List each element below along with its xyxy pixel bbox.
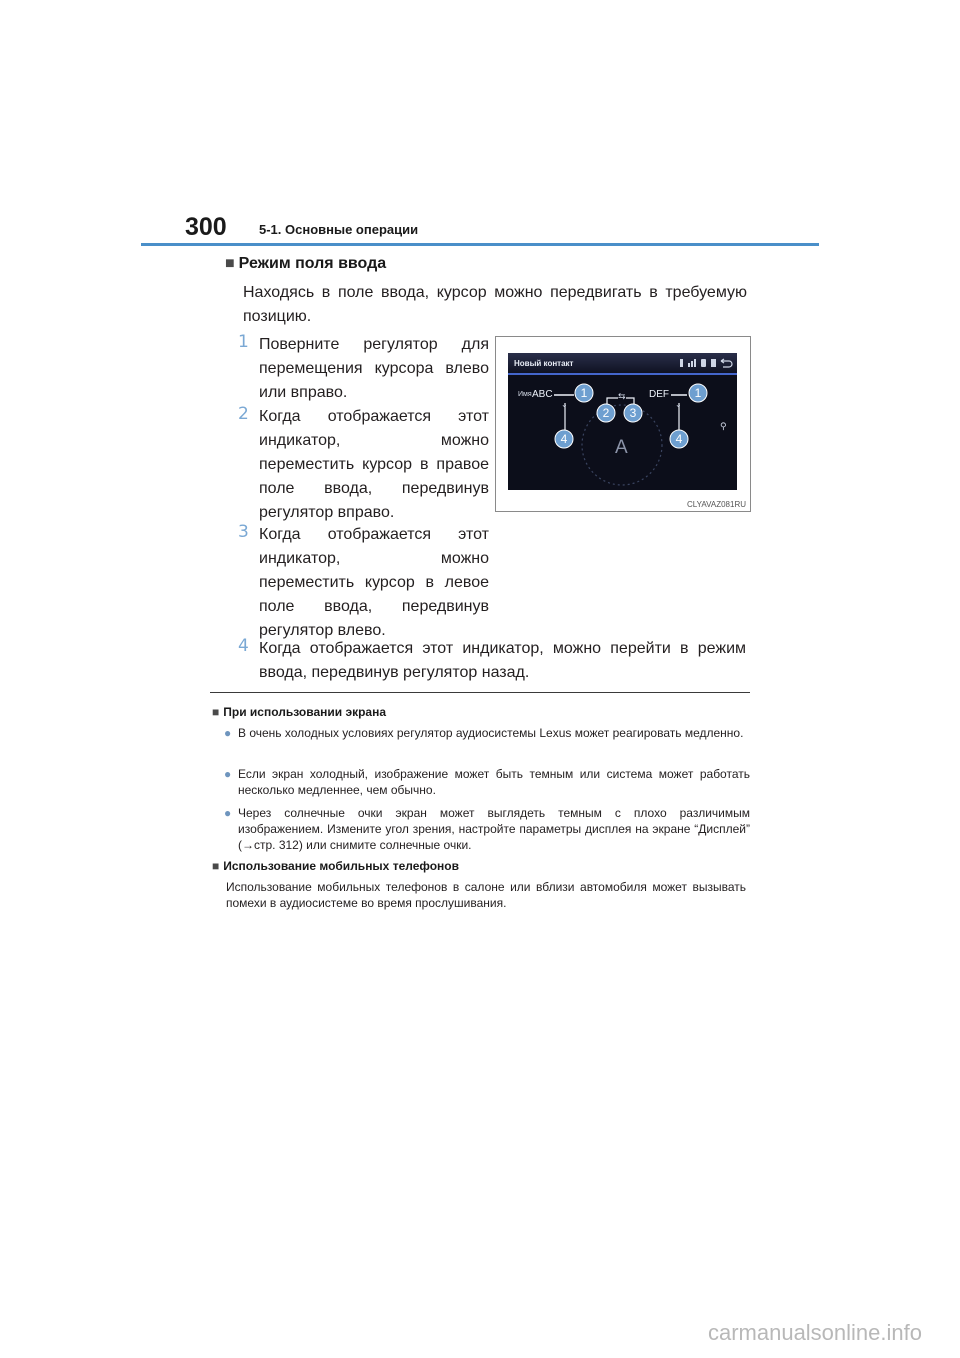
center-character: A: [615, 437, 628, 458]
step-2-text: Когда отображается этот индикатор, можно переместить курсор в правое поле ввода, передвинув регулятор вправо.: [259, 408, 489, 521]
battery-icon: [711, 359, 716, 367]
field-left-value: ABC: [532, 389, 553, 400]
down-arrow-left-icon: ⌄: [561, 400, 568, 409]
figure-input-screen: [495, 336, 751, 512]
notes-heading-mobile-text: Использование мобильных телефонов: [223, 859, 460, 873]
accent-bar: [508, 373, 737, 375]
field-label: Имя: [518, 391, 532, 398]
screen-title: Новый контакт: [514, 359, 574, 368]
callout-1b-label: 1: [694, 386, 702, 400]
section-title: 5-1. Основные операции: [259, 222, 419, 237]
notes-divider: [210, 692, 750, 693]
note-bullet-1-text: В очень холодных условиях регулятор аудиосистемы Lexus может реагировать медленно.: [238, 726, 744, 740]
down-arrow-right-icon: ⌄: [675, 400, 682, 409]
square-bullet-icon: ■: [225, 255, 235, 272]
mobile-note-text: Использование мобильных телефонов в салоне или вблизи автомобиля может вызывать помехи в аудиосистеме во время прослушивания.: [226, 880, 746, 910]
notes-heading-screen: [212, 705, 386, 719]
field-right-value: DEF: [649, 389, 669, 400]
bluetooth-icon: [680, 359, 683, 367]
heading-input-mode: [225, 255, 386, 273]
square-bullet-icon: ■: [212, 859, 220, 873]
note-bullet-3: [224, 805, 750, 853]
heading-text: Режим поля ввода: [238, 255, 387, 272]
note-bullet-3-text: Через солнечные очки экран может выглядеть темным с плохо различимым изображением. Измените угол зрения, настройте параметры дисплея на экране “Дисплей” (→стр. 312) или снимите солнечные очки.: [238, 806, 750, 852]
header-divider: [141, 243, 819, 246]
step-1-text: Поверните регулятор для перемещения курсора влево или вправо.: [259, 336, 489, 401]
page-number: 300: [185, 213, 227, 241]
round-bullet-icon: ●: [224, 767, 232, 781]
figure-code: CLYAVAZ081RU: [687, 500, 746, 509]
callout-1a-label: 1: [580, 386, 588, 400]
callout-4b-label: 4: [675, 432, 683, 446]
notes-heading-mobile: [212, 859, 459, 873]
step-3-text: Когда отображается этот индикатор, можно переместить курсор в левое поле ввода, передвинув регулятор влево.: [259, 526, 489, 639]
screen-svg: [508, 353, 737, 490]
signal-icon: [688, 363, 690, 367]
note-bullet-2-text: Если экран холодный, изображение может быть темным или система может работать несколько медленнее, чем обычно.: [238, 767, 750, 797]
callout-4a-label: 4: [560, 432, 568, 446]
callout-3-label: 3: [629, 406, 637, 420]
phone-icon: [701, 359, 706, 367]
step-number-1: 1: [238, 332, 249, 352]
step-number-2: 2: [238, 404, 249, 424]
step-4-text: Когда отображается этот индикатор, можно перейти в режим ввода, передвинув регулятор назад.: [259, 640, 746, 681]
notes-heading-screen-text: При использовании экрана: [223, 705, 387, 719]
left-right-arrows-icon: ⇆: [618, 392, 626, 402]
square-bullet-icon: ■: [212, 705, 220, 719]
step-number-4: 4: [238, 636, 249, 656]
note-bullet-2: [224, 766, 750, 798]
round-bullet-icon: ●: [224, 726, 232, 740]
round-bullet-icon: ●: [224, 806, 232, 820]
watermark: carmanualsonline.info: [707, 1320, 922, 1345]
display-screen: [508, 353, 737, 490]
note-bullet-1: [224, 725, 750, 741]
intro-paragraph: Находясь в поле ввода, курсор можно передвигать в требуемую позицию.: [243, 284, 747, 325]
search-icon[interactable]: ⚲: [720, 422, 727, 432]
callout-markers: [555, 384, 707, 448]
callout-2-label: 2: [602, 406, 610, 420]
step-number-3: 3: [238, 522, 249, 542]
